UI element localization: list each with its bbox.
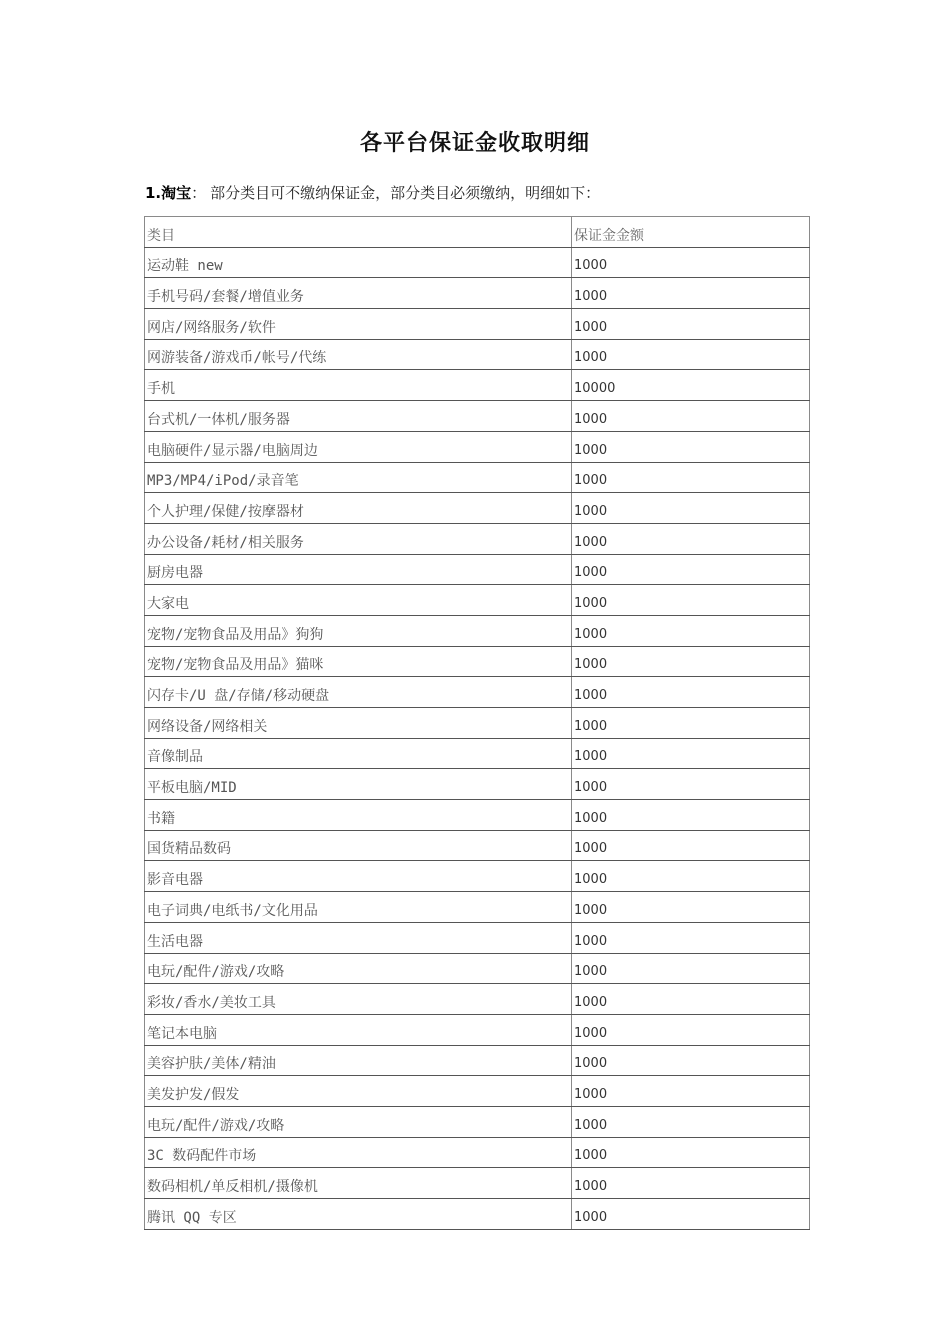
amount-cell: 1000 (572, 1168, 810, 1199)
table-row (145, 278, 810, 309)
table-row (145, 1014, 810, 1045)
table-row (145, 708, 810, 739)
amount-cell: 1000 (572, 953, 810, 984)
table-row (145, 462, 810, 493)
intro-paragraph (145, 182, 600, 203)
deposit-table (144, 216, 810, 1230)
amount-cell: 1000 (572, 1045, 810, 1076)
category-cell: MP3/MP4/iPod/录音笔 (145, 462, 572, 493)
table-row (145, 677, 810, 708)
category-cell: 台式机/一体机/服务器 (145, 401, 572, 432)
amount-cell: 1000 (572, 861, 810, 892)
amount-cell: 1000 (572, 800, 810, 831)
table-row (145, 861, 810, 892)
category-cell: 书籍 (145, 800, 572, 831)
category-cell: 电玩/配件/游戏/攻略 (145, 1106, 572, 1137)
column-header-category: 类目 (145, 217, 572, 248)
category-cell: 厨房电器 (145, 554, 572, 585)
category-cell: 彩妆/香水/美妆工具 (145, 984, 572, 1015)
category-cell: 3C 数码配件市场 (145, 1137, 572, 1168)
table-row (145, 953, 810, 984)
amount-cell: 1000 (572, 677, 810, 708)
amount-cell: 10000 (572, 370, 810, 401)
table-row (145, 309, 810, 340)
table-row (145, 769, 810, 800)
page-title: 各平台保证金收取明细 (359, 130, 590, 156)
category-cell: 数码相机/单反相机/摄像机 (145, 1168, 572, 1199)
category-cell: 办公设备/耗材/相关服务 (145, 523, 572, 554)
intro-lead: 1.淘宝 (145, 184, 192, 202)
category-cell: 运动鞋 new (145, 247, 572, 278)
table-row (145, 1045, 810, 1076)
amount-cell: 1000 (572, 339, 810, 370)
category-cell: 网店/网络服务/软件 (145, 309, 572, 340)
category-cell: 电子词典/电纸书/文化用品 (145, 892, 572, 923)
amount-cell: 1000 (572, 278, 810, 309)
table-row (145, 401, 810, 432)
amount-cell: 1000 (572, 1014, 810, 1045)
intro-colon: ： (191, 184, 207, 202)
table-row (145, 339, 810, 370)
category-cell: 电脑硬件/显示器/电脑周边 (145, 431, 572, 462)
table-row (145, 615, 810, 646)
amount-cell: 1000 (572, 615, 810, 646)
table-row (145, 431, 810, 462)
amount-cell: 1000 (572, 585, 810, 616)
amount-cell: 1000 (572, 984, 810, 1015)
table-row (145, 370, 810, 401)
amount-cell: 1000 (572, 830, 810, 861)
category-cell: 电玩/配件/游戏/攻略 (145, 953, 572, 984)
amount-cell: 1000 (572, 1137, 810, 1168)
category-cell: 生活电器 (145, 922, 572, 953)
category-cell: 网络设备/网络相关 (145, 708, 572, 739)
amount-cell: 1000 (572, 431, 810, 462)
amount-cell: 1000 (572, 708, 810, 739)
category-cell: 平板电脑/MID (145, 769, 572, 800)
table-row (145, 830, 810, 861)
table-row (145, 1137, 810, 1168)
category-cell: 影音电器 (145, 861, 572, 892)
amount-cell: 1000 (572, 1199, 810, 1230)
table-row (145, 892, 810, 923)
amount-cell: 1000 (572, 646, 810, 677)
amount-cell: 1000 (572, 523, 810, 554)
category-cell: 国货精品数码 (145, 830, 572, 861)
table-row (145, 247, 810, 278)
amount-cell: 1000 (572, 493, 810, 524)
category-cell: 手机号码/套餐/增值业务 (145, 278, 572, 309)
table-row (145, 922, 810, 953)
amount-cell: 1000 (572, 1076, 810, 1107)
table-row (145, 738, 810, 769)
category-cell: 笔记本电脑 (145, 1014, 572, 1045)
table-row (145, 1106, 810, 1137)
table-row (145, 493, 810, 524)
amount-cell: 1000 (572, 769, 810, 800)
table-row (145, 1199, 810, 1230)
table-row (145, 554, 810, 585)
category-cell: 手机 (145, 370, 572, 401)
table-row (145, 800, 810, 831)
category-cell: 美发护发/假发 (145, 1076, 572, 1107)
table-row (145, 523, 810, 554)
column-header-amount: 保证金金额 (572, 217, 810, 248)
category-cell: 宠物/宠物食品及用品》猫咪 (145, 646, 572, 677)
table-row (145, 646, 810, 677)
table-row (145, 1076, 810, 1107)
category-cell: 个人护理/保健/按摩器材 (145, 493, 572, 524)
amount-cell: 1000 (572, 462, 810, 493)
category-cell: 宠物/宠物食品及用品》狗狗 (145, 615, 572, 646)
amount-cell: 1000 (572, 247, 810, 278)
table-row (145, 1168, 810, 1199)
amount-cell: 1000 (572, 309, 810, 340)
category-cell: 美容护肤/美体/精油 (145, 1045, 572, 1076)
category-cell: 网游装备/游戏币/帐号/代练 (145, 339, 572, 370)
deposit-table-body (145, 217, 810, 1230)
amount-cell: 1000 (572, 738, 810, 769)
intro-text: 部分类目可不缴纳保证金，部分类目必须缴纳，明细如下： (210, 184, 601, 202)
amount-cell: 1000 (572, 892, 810, 923)
table-row (145, 984, 810, 1015)
amount-cell: 1000 (572, 922, 810, 953)
amount-cell: 1000 (572, 1106, 810, 1137)
category-cell: 大家电 (145, 585, 572, 616)
category-cell: 腾讯 QQ 专区 (145, 1199, 572, 1230)
table-row (145, 585, 810, 616)
category-cell: 闪存卡/U 盘/存储/移动硬盘 (145, 677, 572, 708)
category-cell: 音像制品 (145, 738, 572, 769)
amount-cell: 1000 (572, 554, 810, 585)
amount-cell: 1000 (572, 401, 810, 432)
table-header-row (145, 217, 810, 248)
